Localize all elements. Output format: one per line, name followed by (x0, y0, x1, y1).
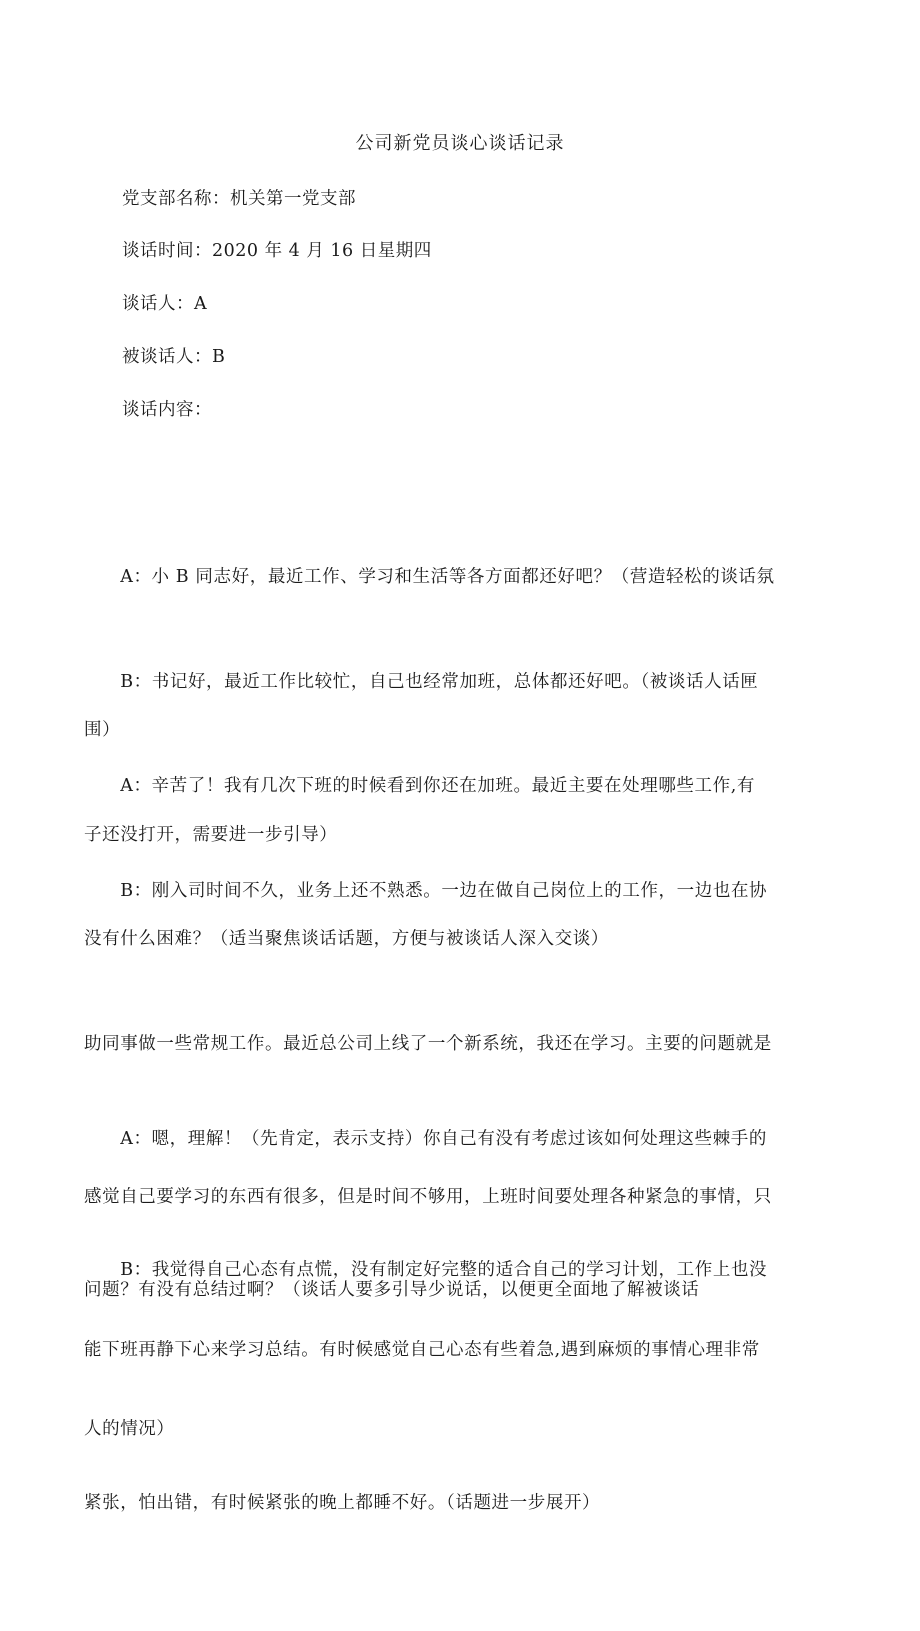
paragraph-line: 紧张，怕出错，有时候紧张的晚上都睡不好。（话题进一步展开） (84, 1493, 601, 1513)
talker-line: 谈话人：A (122, 294, 208, 314)
content-label-line: 谈话内容： (122, 400, 212, 420)
branch-name-line: 党支部名称：机关第一党支部 (122, 189, 356, 209)
paragraph-line: 问题？有没有总结过啊？（谈话人要多引导少说话，以便更全面地了解被谈话 (84, 1280, 700, 1300)
talk-time-line: 谈话时间：2020 年 4 月 16 日星期四 (122, 241, 432, 261)
paragraph-line: B：我觉得自己心态有点慌，没有制定好完整的适合自己的学习计划，工作上也没 (84, 1260, 768, 1280)
dialogue-paragraph-6 (84, 1143, 840, 1398)
paragraph-line: 没有什么困难？（适当聚焦谈话话题，方便与被谈话人深入交谈） (84, 929, 609, 949)
paragraph-line: A：小 B 同志好，最近工作、学习和生活等各方面都还好吧？（营造轻松的谈话氛 (84, 567, 775, 587)
paragraph-line: 围） (84, 720, 121, 740)
paragraph-line: A：嗯，理解！（先肯定，表示支持）你自己有没有考虑过该如何处理这些棘手的 (84, 1129, 767, 1149)
paragraph-line: 人的情况） (84, 1419, 175, 1439)
paragraph-line: B：书记好，最近工作比较忙，自己也经常加班，总体都还好吧。（被谈话人话匣 (84, 672, 759, 692)
paragraph-line: 感觉自己要学习的东西有很多，但是时间不够用，上班时间要处理各种紧急的事情，只 (84, 1187, 772, 1207)
paragraph-line: 子还没打开，需要进一步引导） (84, 825, 338, 845)
talkee-line: 被谈话人：B (122, 347, 226, 367)
paragraph-line: 助同事做一些常规工作。最近总公司上线了一个新系统，我还在学习。主要的问题就是 (84, 1034, 772, 1054)
paragraph-line: A：辛苦了！我有几次下班的时候看到你还在加班。最近主要在处理哪些工作,有 (84, 776, 755, 796)
document-title: 公司新党员谈心谈话记录 (355, 133, 565, 154)
paragraph-line: 能下班再静下心来学习总结。有时候感觉自己心态有些着急,遇到麻烦的事情心理非常 (84, 1340, 760, 1360)
paragraph-line: B：刚入司时间不久，业务上还不熟悉。一边在做自己岗位上的工作，一边也在协 (84, 881, 768, 901)
